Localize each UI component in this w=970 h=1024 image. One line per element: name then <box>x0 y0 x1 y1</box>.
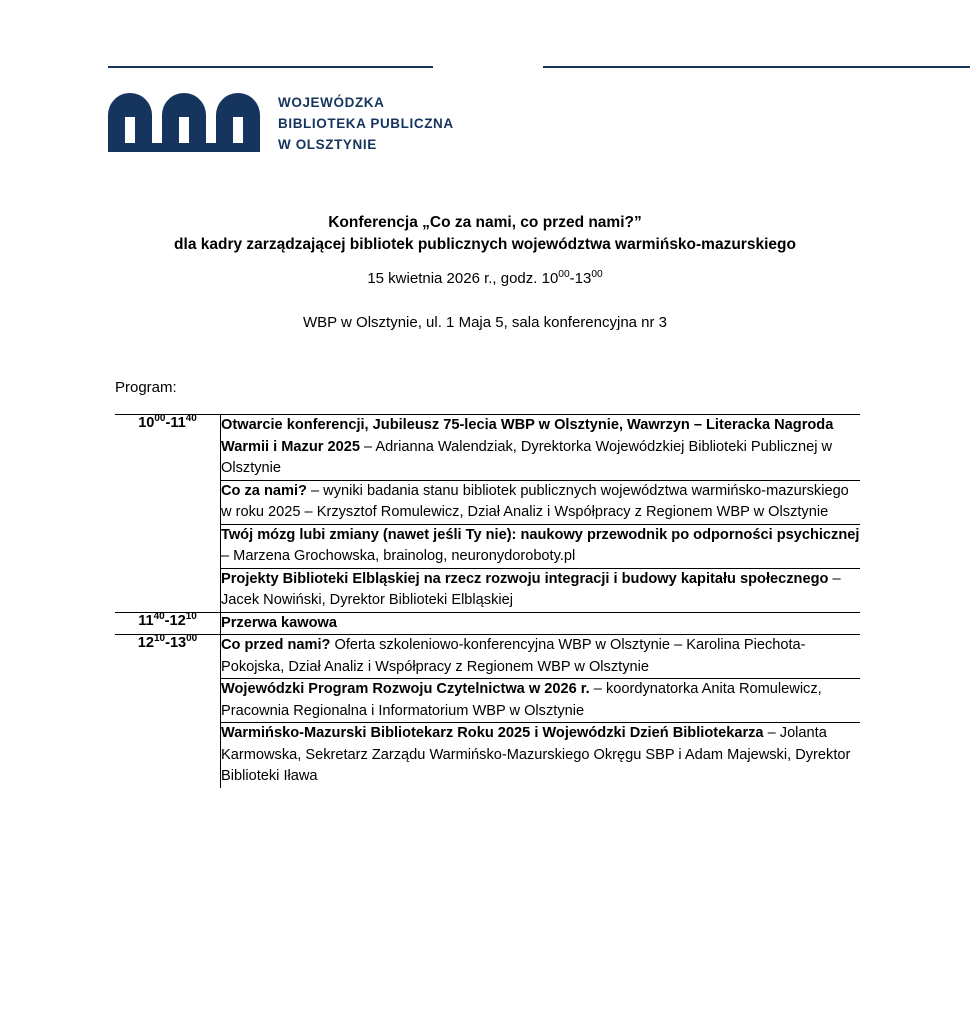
program-row <box>115 415 860 481</box>
program-item <box>221 480 861 524</box>
logo-line-3: W OLSZTYNIE <box>278 137 377 152</box>
date-sup-start: 00 <box>558 269 570 280</box>
program-item <box>221 679 861 723</box>
program-item-detail: – Adrianna Walendziak, Dyrektorka Wojewódzkiej Biblioteki Publicznej w Olsztynie <box>221 438 833 476</box>
header-rule-gap <box>433 65 543 69</box>
program-item <box>221 524 861 568</box>
time-end-sup: 10 <box>185 610 197 622</box>
library-logo-icon <box>108 90 260 152</box>
time-start: $12^{10}$ <box>137 633 166 651</box>
program-item <box>221 415 861 481</box>
program-item-detail: Oferta szkoleniowo-konferencyjna WBP w Olsztynie – Karolina Piechota-Pokojska, Dział Analiz i Współpracy z Regionem WBP w Olsztynie <box>221 637 806 675</box>
time-end-sup: 40 <box>185 413 197 425</box>
program-row <box>115 612 860 635</box>
program-table <box>115 414 860 788</box>
program-label: Program: <box>115 379 177 396</box>
program-item-title: Otwarcie konferencji, Jubileusz 75-lecia WBP w Olsztynie, Wawrzyn – Literacka Nagroda Warmii i Mazur 2025 <box>221 417 834 455</box>
time-start-sup: 00 <box>154 413 166 425</box>
time-start-sup: 10 <box>154 633 166 645</box>
program-item-title: Wojewódzki Program Rozwoju Czytelnictwa w 2026 r. <box>221 681 590 697</box>
program-item-title: Projekty Biblioteki Elbląskiej na rzecz rozwoju integracji i budowy kapitału społecznego <box>221 570 829 587</box>
program-row <box>115 568 860 612</box>
time-end: $13^{00}$ <box>169 633 198 651</box>
title-block <box>0 212 970 334</box>
time-start-sup: 40 <box>153 610 165 622</box>
program-table-body <box>115 415 860 788</box>
program-item-title: Twój mózg lubi zmiany (nawet jeśli Ty nie): naukowy przewodnik po odporności psychicznej <box>221 526 860 543</box>
program-time-cell <box>115 612 221 635</box>
conference-venue: WBP w Olsztynie, ul. 1 Maja 5, sala konferencyjna nr 3 <box>302 314 668 331</box>
conference-title: Konferencja „Co za nami, co przed nami?” <box>328 214 642 231</box>
conference-subtitle: dla kadry zarządzającej bibliotek publicznych województwa warmińsko-mazurskiego <box>174 236 796 253</box>
logo-line-2: BIBLIOTEKA PUBLICZNA <box>278 116 454 131</box>
time-separator: - <box>165 635 170 651</box>
program-time-cell <box>115 415 221 613</box>
time-separator: - <box>165 415 171 431</box>
date-mid: -13 <box>569 270 592 287</box>
program-item-detail: – wyniki badania stanu bibliotek publicznych województwa warmińsko-mazurskiego w roku 2025 – Krzysztof Romulewicz, Dział Analiz i Współpracy z Regionem WBP w Olsztynie <box>221 482 849 520</box>
program-row <box>115 524 860 568</box>
date-sup-end: 00 <box>591 269 603 280</box>
time-start: $11^{40}$ <box>138 610 165 629</box>
time-separator: - <box>164 612 170 629</box>
program-item-title: Warmińsko-Mazurski Bibliotekarz Roku 2025 i Wojewódzki Dzień Bibliotekarza <box>221 725 764 741</box>
program-row <box>115 480 860 524</box>
program-item <box>221 723 861 788</box>
program-item-detail: – Jacek Nowiński, Dyrektor Biblioteki Elbląskiej <box>221 570 841 608</box>
program-item-title: Co za nami? <box>221 482 307 499</box>
program-item-title: Przerwa kawowa <box>221 614 337 631</box>
program-time-cell <box>115 635 221 788</box>
program-row <box>115 679 860 723</box>
program-item <box>221 568 861 612</box>
logo-line-1: WOJEWÓDZKA <box>278 95 385 110</box>
document-header <box>108 66 970 176</box>
date-prefix: 15 kwietnia 2026 r., godz. 10 <box>367 270 559 287</box>
time-end: $11^{40}$ <box>170 413 197 431</box>
logo-wordmark <box>278 92 454 155</box>
program-item <box>221 635 861 679</box>
program-item-detail: – Jolanta Karmowska, Sekretarz Zarządu Warmińsko-Mazurskiego Okręgu SBP i Adam Majewski, Dyrektor Biblioteki Iława <box>221 725 851 784</box>
program-row <box>115 723 860 788</box>
program-item-detail: – koordynatorka Anita Romulewicz, Pracownia Regionalna i Informatorium WBP w Olsztynie <box>221 681 822 719</box>
program-item-detail: – Marzena Grochowska, brainolog, neuronydoroboty.pl <box>221 548 576 564</box>
conference-datetime <box>0 268 970 290</box>
time-end-sup: 00 <box>186 633 198 645</box>
program-row <box>115 635 860 679</box>
time-end: $12^{10}$ <box>169 610 197 629</box>
program-item <box>221 612 861 635</box>
time-start: $10^{00}$ <box>138 413 166 431</box>
program-item-title: Co przed nami? <box>221 637 331 653</box>
